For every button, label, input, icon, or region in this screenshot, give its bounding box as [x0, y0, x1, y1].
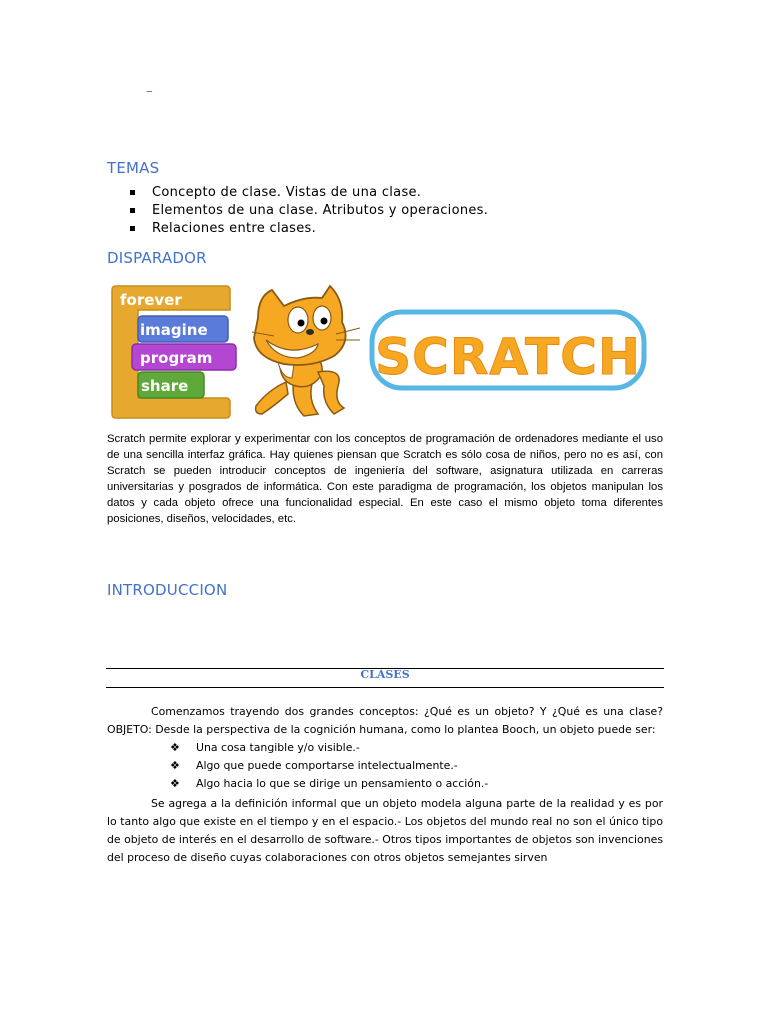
block-share: share [141, 377, 189, 395]
list-item: Concepto de clase. Vistas de una clase. [128, 184, 488, 202]
diamond-bullet-icon: ❖ [170, 741, 180, 754]
list-item [170, 757, 488, 775]
list-item: Relaciones entre clases. [128, 220, 488, 238]
list-item [170, 739, 488, 757]
scratch-logo-text: SCRATCH [375, 328, 641, 386]
divider-bottom [106, 687, 664, 688]
disparador-paragraph: Scratch permite explorar y experimentar con los conceptos de programación de ordenadores mediante el uso de una sencilla interfaz gráfica. Hay quienes piensan que Scratch es sólo cosa de niños, pero no es así, con Scratch se pueden introducir conceptos de ingeniería del software, asignatura utilizada en carreras universitarias y posgrados de informática. Con este paradigma de programación, los objetos manipulan los datos y cada objeto ofrece una funcionalidad especial. En este caso el mismo objeto toma diferentes posiciones, diseños, velocidades, etc. [107, 433, 663, 525]
list-item-text: Algo hacia lo que se dirige un pensamiento o acción.- [196, 777, 489, 790]
clases-paragraph-2: Se agrega a la definición informal que un objeto modela alguna parte de la realidad y es por lo tanto algo que existe en el tiempo y en el espacio.- Los objetos del mundo real no son el único tipo de objeto de interés en el desarrollo de software.- Otros tipos importantes de objetos son invenciones del proceso de diseño cuyas colaboraciones con otros objetos semejantes sirven [107, 797, 663, 864]
temas-list [128, 184, 488, 238]
list-item: Elementos de una clase. Atributos y operaciones. [128, 202, 488, 220]
disparador-heading: DISPARADOR [107, 249, 207, 267]
scratch-logo [372, 312, 644, 388]
scratch-cat-icon [252, 286, 360, 416]
scratch-illustration [108, 282, 648, 422]
clases-title: CLASES [360, 668, 410, 681]
clases-paragraph-1: Comenzamos trayendo dos grandes conceptos: ¿Qué es un objeto? Y ¿Qué es una clase? OBJETO: Desde la perspectiva de la cognición humana, como lo plantea Booch, un objeto puede ser: [107, 705, 663, 736]
list-item-text: Algo que puede comportarse intelectualmente.- [196, 759, 458, 772]
objeto-definition-list [170, 739, 488, 793]
diamond-bullet-icon: ❖ [170, 759, 180, 772]
block-imagine: imagine [140, 321, 208, 339]
diamond-bullet-icon: ❖ [170, 777, 180, 790]
block-forever: forever [120, 291, 182, 309]
block-program: program [140, 349, 213, 367]
list-item [170, 775, 488, 793]
introduccion-heading: INTRODUCCION [107, 581, 228, 599]
list-item-text: Una cosa tangible y/o visible.- [196, 741, 360, 754]
temas-heading: TEMAS [107, 159, 160, 177]
header-mark: – [146, 84, 153, 99]
